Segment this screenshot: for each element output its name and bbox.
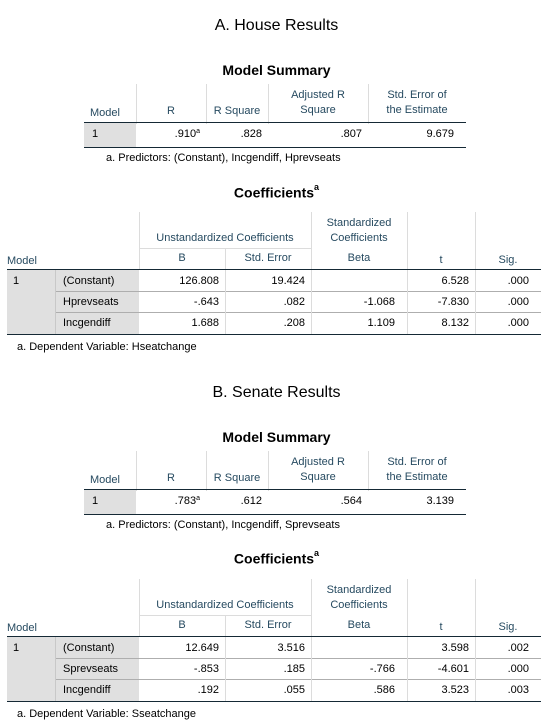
header-t: t bbox=[439, 621, 443, 633]
header-std-error-line1: Std. Error of bbox=[387, 89, 447, 101]
header-t: t bbox=[439, 254, 443, 266]
row-variable-name: Incgendiff bbox=[63, 317, 111, 329]
row-sig: .002 bbox=[507, 642, 529, 654]
row-b: .192 bbox=[197, 684, 219, 696]
house-model-summary-footnote: a. Predictors: (Constant), Incgendiff, Hprevseats bbox=[106, 152, 341, 164]
row-model-number: 1 bbox=[92, 495, 99, 507]
row-t: -4.601 bbox=[437, 663, 469, 675]
header-model: Model bbox=[90, 107, 120, 119]
row-beta: 1.109 bbox=[367, 317, 395, 329]
house-coefficients-title: Coefficients$^a$ bbox=[233, 182, 320, 201]
row-beta: .586 bbox=[373, 684, 395, 696]
header-adjusted-r-line2: Square bbox=[300, 104, 336, 116]
row-r-square-value: .612 bbox=[240, 495, 262, 507]
row-b: 12.649 bbox=[185, 642, 219, 654]
house-model-summary-table bbox=[84, 84, 466, 150]
senate-coefficients-footnote: a. Dependent Variable: Sseatchange bbox=[17, 708, 196, 720]
row-sig: .000 bbox=[507, 275, 529, 287]
header-model: Model bbox=[7, 255, 37, 267]
header-adjusted-r-line1: Adjusted R bbox=[291, 456, 345, 468]
row-std-error: 19.424 bbox=[271, 275, 305, 287]
header-standardized-line2: Coefficients bbox=[330, 599, 388, 611]
row-beta: -1.068 bbox=[363, 296, 395, 308]
row-b: -.643 bbox=[193, 296, 219, 308]
row-t: 3.523 bbox=[441, 684, 469, 696]
header-b: B bbox=[178, 619, 186, 631]
row-b: -.853 bbox=[193, 663, 219, 675]
header-adjusted-r-line1: Adjusted R bbox=[291, 89, 345, 101]
row-sig: .000 bbox=[507, 663, 529, 675]
header-r-square: R Square bbox=[213, 105, 261, 117]
row-b: 126.808 bbox=[179, 275, 219, 287]
model-number: 1 bbox=[13, 275, 20, 287]
row-std-error: .208 bbox=[283, 317, 305, 329]
row-variable-name: (Constant) bbox=[63, 642, 115, 654]
header-unstandardized-coefficients: Unstandardized Coefficients bbox=[156, 599, 294, 611]
header-std-error-line2: the Estimate bbox=[386, 104, 448, 116]
header-standardized-line1: Standardized bbox=[326, 584, 392, 596]
row-variable-name: Sprevseats bbox=[63, 663, 119, 675]
row-r-value: .910$^a$ bbox=[174, 128, 200, 140]
row-r-value: .783$^a$ bbox=[174, 495, 200, 507]
row-std-error: .055 bbox=[283, 684, 305, 696]
header-adjusted-r-line2: Square bbox=[300, 471, 336, 483]
row-sig: .003 bbox=[507, 684, 529, 696]
row-t: 8.132 bbox=[441, 317, 469, 329]
header-standardized-line2: Coefficients bbox=[330, 232, 388, 244]
senate-coefficients-title: Coefficients$^a$ bbox=[233, 548, 320, 567]
senate-model-summary-title: Model Summary bbox=[222, 429, 331, 445]
house-section-title: A. House Results bbox=[214, 17, 339, 34]
header-standardized-line1: Standardized bbox=[326, 217, 392, 229]
header-std-error-line1: Std. Error of bbox=[387, 456, 447, 468]
senate-section-title: B. Senate Results bbox=[212, 384, 341, 401]
header-r-square: R Square bbox=[213, 472, 261, 484]
header-r: R bbox=[167, 105, 175, 117]
header-sig: Sig. bbox=[498, 621, 518, 633]
header-beta: Beta bbox=[347, 252, 371, 264]
header-unstandardized-coefficients: Unstandardized Coefficients bbox=[156, 232, 294, 244]
senate-model-summary-table bbox=[84, 451, 466, 517]
header-r: R bbox=[167, 472, 175, 484]
header-model: Model bbox=[7, 622, 37, 634]
row-variable-name: Hprevseats bbox=[63, 296, 119, 308]
house-model-summary-title: Model Summary bbox=[222, 62, 331, 78]
row-variable-name: (Constant) bbox=[63, 275, 115, 287]
row-std-error-value: 9.679 bbox=[426, 128, 454, 140]
row-b: 1.688 bbox=[191, 317, 219, 329]
senate-model-summary-footnote: a. Predictors: (Constant), Incgendiff, Sprevseats bbox=[106, 519, 340, 531]
house-coefficients-table bbox=[7, 212, 541, 336]
row-sig: .000 bbox=[507, 296, 529, 308]
house-coefficients-footnote: a. Dependent Variable: Hseatchange bbox=[17, 341, 197, 353]
header-sig: Sig. bbox=[498, 254, 518, 266]
row-beta: -.766 bbox=[369, 663, 395, 675]
row-adj-r-value: .564 bbox=[340, 495, 362, 507]
header-std-error: Std. Error bbox=[244, 252, 292, 264]
header-std-error-line2: the Estimate bbox=[386, 471, 448, 483]
row-t: -7.830 bbox=[437, 296, 469, 308]
header-std-error: Std. Error bbox=[244, 619, 292, 631]
row-model-number: 1 bbox=[92, 128, 99, 140]
row-std-error: .082 bbox=[283, 296, 305, 308]
row-r-square-value: .828 bbox=[240, 128, 262, 140]
row-variable-name: Incgendiff bbox=[63, 684, 111, 696]
row-std-error-value: 3.139 bbox=[426, 495, 454, 507]
header-b: B bbox=[178, 252, 186, 264]
row-t: 3.598 bbox=[441, 642, 469, 654]
row-std-error: .185 bbox=[283, 663, 305, 675]
header-beta: Beta bbox=[347, 619, 371, 631]
senate-coefficients-table bbox=[7, 579, 541, 703]
row-sig: .000 bbox=[507, 317, 529, 329]
row-std-error: 3.516 bbox=[277, 642, 305, 654]
row-adj-r-value: .807 bbox=[340, 128, 362, 140]
header-model: Model bbox=[90, 474, 120, 486]
model-number: 1 bbox=[13, 642, 20, 654]
row-t: 6.528 bbox=[441, 275, 469, 287]
